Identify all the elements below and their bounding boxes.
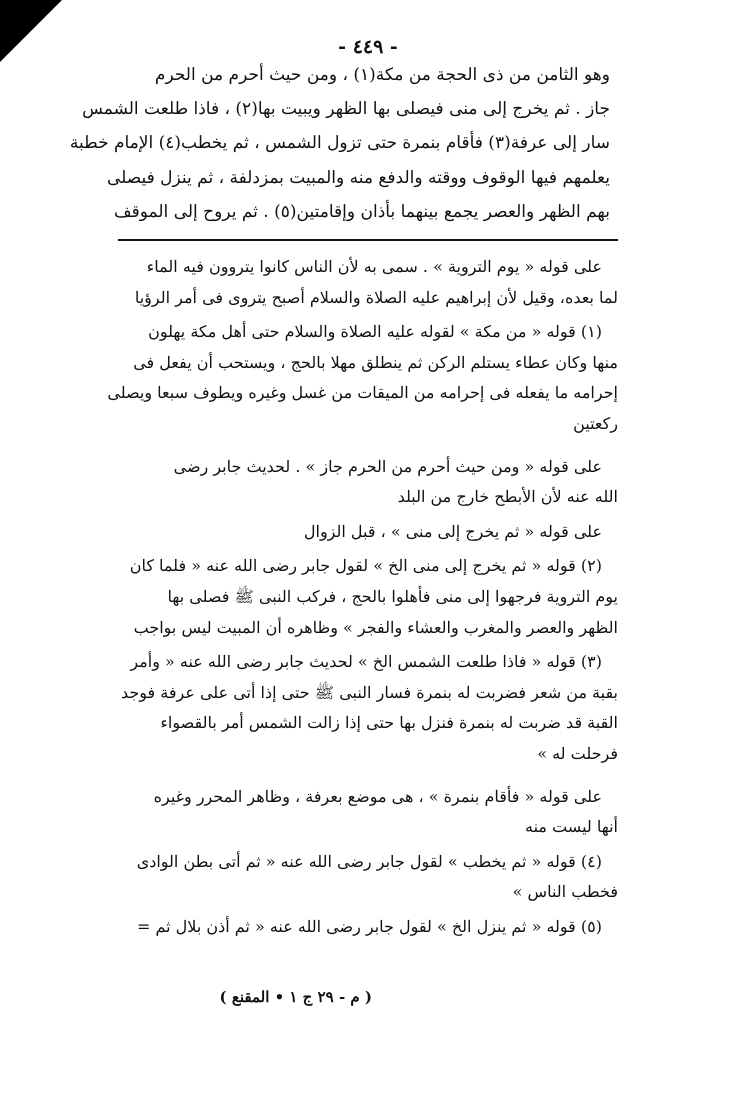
footnote-paragraph bbox=[118, 782, 618, 843]
footnote-line: (١) قوله « من مكة » لقوله عليه الصلاة والسلام حتى أهل مكة يهلون bbox=[148, 322, 602, 342]
footnote-line: على قوله « يوم التروية » . سمى به لأن الناس كانوا يتروون فيه الماء bbox=[146, 257, 602, 276]
footnote-line: لما بعده، وقيل لأن إبراهيم عليه الصلاة والسلام أصبح يتروى فى أمر الرؤيا bbox=[134, 287, 618, 307]
footnote-line: بقبة من شعر فضربت له بنمرة فسار النبى ﷺ حتى إذا أتى على عرفة فوجد bbox=[120, 682, 618, 702]
footnote-paragraph bbox=[118, 452, 618, 513]
footnote-line: (٤) قوله « ثم يخطب » لقول جابر رضى الله عنه « ثم أتى بطن الوادى bbox=[136, 851, 602, 871]
footnote-line: على قوله « فأقام بنمرة » ، هى موضع بعرفة ، وظاهر المحرر وغيره bbox=[153, 786, 602, 806]
footnote-line: أنها ليست منه bbox=[525, 817, 618, 837]
footnote-line: فخطب الناس » bbox=[512, 882, 618, 902]
footnote-paragraph bbox=[118, 517, 618, 548]
main-text-line: سار إلى عرفة(٣) فأقام بنمرة حتى تزول الشمس ، ثم يخطب(٤) الإمام خطبة bbox=[69, 133, 610, 154]
footnote-separator bbox=[118, 239, 618, 241]
footnote-line: على قوله « ثم يخرج إلى منى » ، قبل الزوال bbox=[303, 521, 602, 541]
main-text-line: جاز . ثم يخرج إلى منى فيصلى بها الظهر ويبيت بها(٢) ، فاذا طلعت الشمس bbox=[82, 99, 610, 120]
main-text-block bbox=[69, 58, 610, 229]
footnotes-block bbox=[107, 252, 618, 946]
footnote-line: منها وكان عطاء يستلم الركن ثم ينطلق مهلا بالحج ، ويستحب أن يفعل فى bbox=[133, 352, 618, 372]
footnote-line: إحرامه ما يفعله فى إحرامه من الميقات من غسل وغيره ويطوف سبعا ويصلى bbox=[107, 383, 618, 403]
footnote-paragraph bbox=[118, 847, 618, 908]
footnote-line: يوم التروية فرجهوا إلى منى فأهلوا بالحج ، فركب النبى ﷺ فصلى بها bbox=[167, 586, 618, 606]
page-number: - ٤٤٩ - bbox=[338, 36, 398, 58]
footnote-line: ركعتين bbox=[573, 413, 618, 433]
footnote-line: الله عنه لأن الأبطح خارج من البلد bbox=[397, 487, 618, 507]
main-text-line: يعلمهم فيها الوقوف ووقته والدفع منه والمبيت بمزدلفة ، ثم ينزل فيصلى bbox=[106, 167, 610, 188]
footnote-line: (٢) قوله « ثم يخرج إلى منى الخ » لقول جابر رضى الله عنه « فلما كان bbox=[129, 556, 602, 576]
footnote-line: القبة قد ضربت له بنمرة فنزل بها حتى إذا زالت الشمس أمر بالقصواء bbox=[160, 713, 618, 733]
footnote-paragraph bbox=[118, 252, 618, 313]
footnote-line: الظهر والعصر والمغرب والعشاء والفجر » وظاهره أن المبيت ليس بواجب bbox=[133, 617, 618, 637]
footnote-paragraph bbox=[118, 647, 618, 769]
main-text-line: وهو الثامن من ذى الحجة من مكة(١) ، ومن حيث أحرم من الحرم bbox=[154, 65, 610, 85]
footnote-line: فرحلت له » bbox=[537, 743, 618, 763]
footnote-paragraph bbox=[118, 551, 618, 643]
printer-signature: ( م - ٢٩ ج ١ • المقنع ) bbox=[219, 988, 372, 1006]
footnote-line: على قوله « ومن حيث أحرم من الحرم جاز » . لحديث جابر رضى bbox=[173, 456, 602, 476]
footnote-line: (٥) قوله « ثم ينزل الخ » لقول جابر رضى الله عنه « ثم أذن بلال ثم = bbox=[136, 916, 602, 936]
footnote-paragraph bbox=[107, 317, 618, 439]
footnote-paragraph bbox=[118, 912, 618, 943]
main-text-line: بهم الظهر والعصر يجمع بينهما بأذان وإقامتين(٥) . ثم يروح إلى الموقف bbox=[114, 201, 610, 222]
footnote-line: (٣) قوله « فاذا طلعت الشمس الخ » لحديث جابر رضى الله عنه « وأمر bbox=[130, 652, 602, 672]
